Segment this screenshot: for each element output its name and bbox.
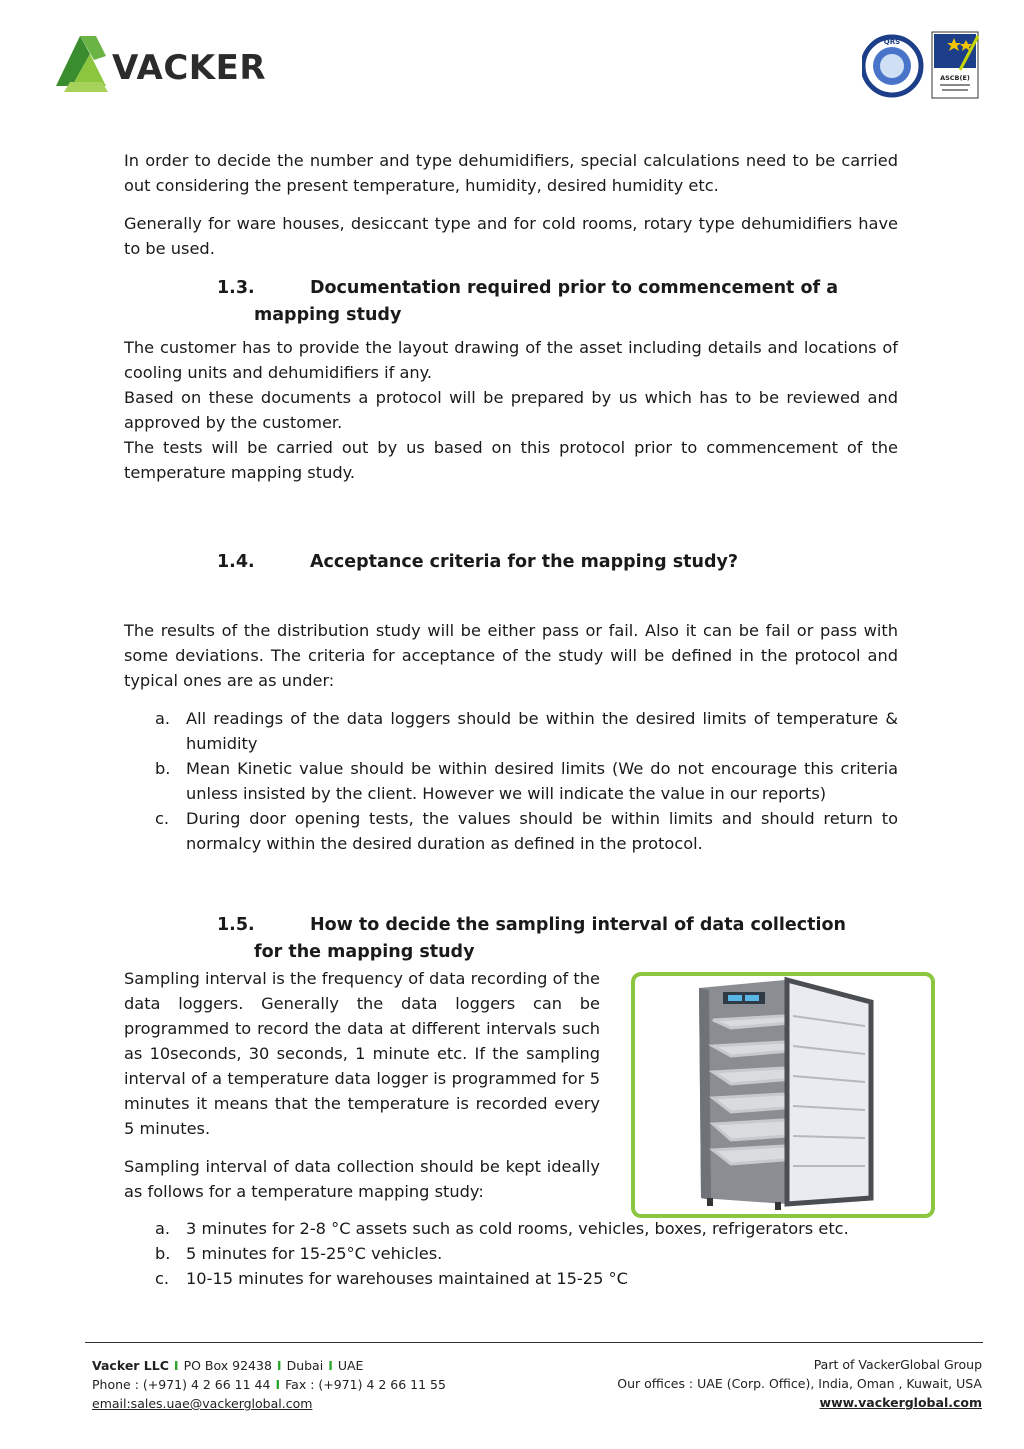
qrs-label: QRS	[883, 38, 901, 46]
section-number: 1.3.	[217, 278, 255, 298]
section-heading-1-5	[124, 912, 898, 966]
footer-company: Vacker LLC	[92, 1358, 169, 1373]
list-item: a. All readings of the data loggers should be within the desired limits of temperature & humidity	[155, 709, 898, 753]
list-item: b. Mean Kinetic value should be within desired limits (We do not encourage this criteria unless insisted by the client. However we will indicate the value in our reports)	[155, 759, 898, 803]
refrigerator-image	[631, 972, 935, 1218]
section-title-line-2: for the mapping study	[254, 942, 475, 962]
section-heading-1-3	[124, 275, 898, 329]
section-number: 1.4.	[217, 552, 255, 572]
footer-divider	[85, 1342, 983, 1343]
intro-paragraph-2: Generally for ware houses, desiccant type and for cold rooms, rotary type dehumidifiers have to be used.	[124, 214, 898, 258]
section-1-5-paragraph-1: Sampling interval is the frequency of data recording of the data loggers. Generally the data loggers can be programmed to record the data at different intervals such as 10seconds, 30 seconds, 1 minute etc. If the sampling interval of a temperature data logger is programmed for 5 minutes it means that the temperature is recorded every 5 minutes.	[124, 969, 600, 1138]
intro-paragraph-1: In order to decide the number and type dehumidifiers, special calculations need to be carried out considering the present temperature, humidity, desired humidity etc.	[124, 151, 898, 195]
refrigerator-illustration	[635, 976, 931, 1214]
sampling-interval-list	[124, 1216, 898, 1291]
footer-website-link[interactable]: www.vackerglobal.com	[819, 1395, 982, 1410]
section-number: 1.5.	[217, 915, 255, 935]
section-1-3-paragraph-2: Based on these documents a protocol will be prepared by us which has to be reviewed and approved by the customer.	[124, 388, 898, 432]
footer-country: UAE	[337, 1358, 364, 1373]
footer-email-link[interactable]: email:sales.uae@vackerglobal.com	[92, 1396, 313, 1411]
sampling-interval-block	[124, 966, 898, 1204]
acceptance-criteria-list	[124, 706, 898, 856]
list-item: b. 5 minutes for 15-25°C vehicles.	[155, 1244, 443, 1263]
section-title-line-1: How to decide the sampling interval of data collection	[310, 915, 846, 935]
list-item: c. 10-15 minutes for warehouses maintained at 15-25 °C	[155, 1269, 628, 1288]
brand-name: VACKER	[112, 48, 267, 88]
section-1-3-paragraph-3: The tests will be carried out by us based on this protocol prior to commencement of the temperature mapping study.	[124, 438, 898, 482]
certification-badges	[862, 30, 982, 102]
section-title-line-2: mapping study	[254, 305, 402, 325]
footer-group: Part of VackerGlobal Group	[813, 1357, 982, 1372]
document-body	[124, 148, 898, 1291]
list-item: c. During door opening tests, the values should be within limits and should return to normalcy within the desired duration as defined in the protocol.	[155, 809, 898, 853]
footer-city: Dubai	[286, 1358, 324, 1373]
section-title: Acceptance criteria for the mapping study?	[310, 552, 739, 572]
footer-po-box: PO Box 92438	[183, 1358, 272, 1373]
footer-contact: Vacker LLC I PO Box 92438 I Dubai I UAE Phone : (+971) 4 2 66 11 44 I Fax : (+971) 4 2 66 11 55 email:sales.uae@vackerglobal.com	[92, 1358, 446, 1411]
footer-fax: Fax : (+971) 4 2 66 11 55	[285, 1377, 446, 1392]
section-1-4-paragraph: The results of the distribution study will be either pass or fail. Also it can be fail or pass with some deviations. The criteria for acceptance of the study will be defined in the protocol and typical ones are as under:	[124, 621, 898, 690]
section-1-5-paragraph-2: Sampling interval of data collection should be kept ideally as follows for a temperature mapping study:	[124, 1157, 600, 1201]
ascb-label: ASCB(E)	[940, 74, 970, 82]
section-1-3-paragraph-1: The customer has to provide the layout drawing of the asset including details and locations of cooling units and dehumidifiers if any.	[124, 338, 898, 382]
list-item: a. 3 minutes for 2-8 °C assets such as cold rooms, vehicles, boxes, refrigerators etc.	[155, 1219, 849, 1238]
footer-group-info	[617, 1355, 982, 1412]
footer-offices: Our offices : UAE (Corp. Office), India, Oman , Kuwait, USA	[617, 1376, 982, 1391]
section-title-line-1: Documentation required prior to commencement of a	[310, 278, 839, 298]
section-heading-1-4	[124, 549, 898, 576]
footer-phone: Phone : (+971) 4 2 66 11 44	[92, 1377, 271, 1392]
